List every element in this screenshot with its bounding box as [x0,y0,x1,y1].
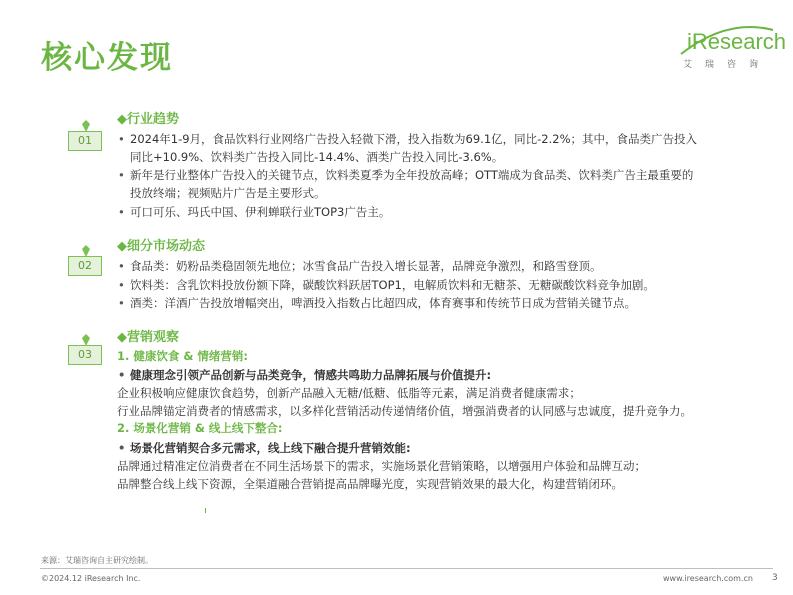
badge-number: 02 [68,256,102,276]
list-item: • 食品类：奶粉品类稳固领先地位；冰雪食品广告投入增长显著，品牌竞争激烈，和路雪登顶。 [130,257,602,276]
footer-divider [40,568,773,569]
badge-number: 01 [68,131,102,151]
website-link[interactable]: www.iresearch.com.cn [663,574,753,583]
list-item-continued: 同比+10.9%、饮料类广告投入同比-14.4%、酒类广告投入同比-3.6%。 [130,150,504,164]
section-title-segment-market: ◆细分市场动态 [117,239,205,254]
subsection-title: 2. 场景化营销 & 线上线下整合: [117,421,283,435]
list-item: • 饮料类：含乳饮料投放份额下降，碳酸饮料跃居TOP1，电解质饮料和无糖茶、无糖碳酸饮料竞争加剧。 [130,276,655,295]
logo-text: iResearch [687,29,787,54]
section-badge-01 [68,131,102,151]
subsection-heading: • 场景化营销契合多元需求，线上线下融合提升营销效能: [130,439,411,458]
list-item-continued: 投放终端；视频贴片广告是主要形式。 [130,186,326,200]
paragraph-line: 行业品牌锚定消费者的情感需求，以多样化营销活动传递情绪价值，增强消费者的认同感与忠诚度，提升竞争力。 [117,404,692,418]
list-item: • 新年是行业整体广告投入的关键节点，饮料类夏季为全年投放高峰；OTT端成为食品类、饮料类广告主最重要的 [130,166,693,185]
page-title: 核心发现 [41,40,173,76]
paragraph-line: 品牌通过精准定位消费者在不同生活场景下的需求，实施场景化营销策略，以增强用户体验和品牌互动； [117,459,646,473]
list-item: • 可口可乐、玛氏中国、伊利蝉联行业TOP3广告主。 [130,203,390,222]
iresearch-logo [673,24,787,74]
paragraph-line: 企业积极响应健康饮食趋势，创新产品融入无糖/低糖、低脂等元素，满足消费者健康需求； [117,386,581,400]
section-badge-02 [68,256,102,276]
subsection-title: 1. 健康饮食 & 情绪营销: [117,349,249,363]
list-item: • 酒类：洋酒广告投放增幅突出，啤酒投入指数占比超四成，体育赛事和传统节日成为营销关键节点。 [130,294,636,313]
source-note: 来源：艾瑞咨询自主研究绘制。 [41,556,153,565]
section-title-industry-trend: ◆行业趋势 [117,112,179,127]
paragraph-line: 品牌整合线上线下资源，全渠道融合营销提高品牌曝光度，实现营销效果的最大化，构建营销闭环。 [117,477,623,491]
section-badge-03 [68,345,102,365]
section-title-marketing-observation: ◆营销观察 [117,330,179,345]
copyright: ©2024.12 iResearch Inc. [41,574,141,583]
logo-subtitle: 艾瑞咨询 [683,60,772,70]
badge-number: 03 [68,345,102,365]
decorative-mark [205,508,206,513]
list-item: • 2024年1-9月，食品饮料行业网络广告投入轻微下滑，投入指数为69.1亿，同比-2.2%；其中，食品类广告投入 [130,130,697,149]
page-number: 3 [772,573,778,583]
subsection-heading: • 健康理念引领产品创新与品类竞争，情感共鸣助力品牌拓展与价值提升: [130,366,491,385]
